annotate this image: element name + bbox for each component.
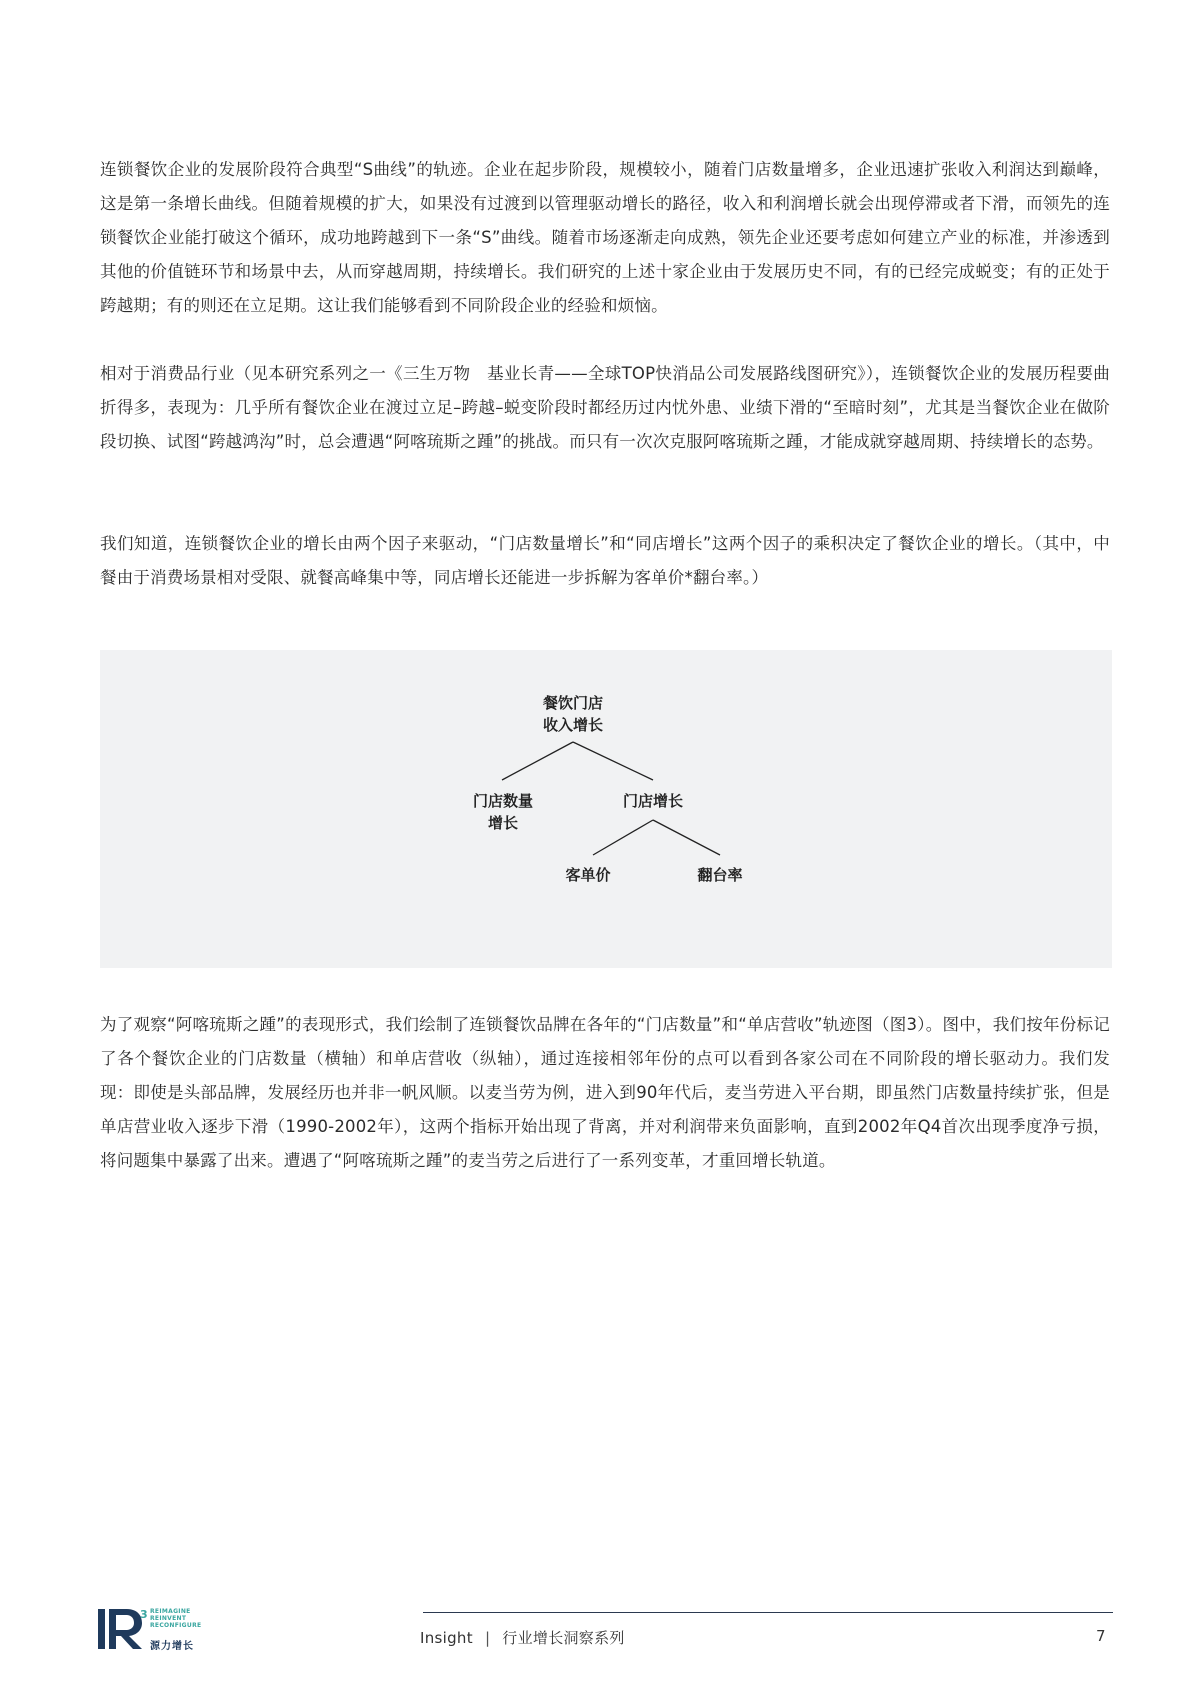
footer-series-name: 行业增长洞察系列 xyxy=(502,1629,625,1647)
logo-chinese-name: 源力增长 xyxy=(150,1641,194,1652)
logo-line: REIMAGINE xyxy=(150,1608,191,1615)
connector-root-to-right xyxy=(573,742,653,780)
footer-insight: Insight xyxy=(420,1629,473,1647)
paragraph-comparison: 相对于消费品行业（见本研究系列之一《三生万物 基业长青——全球TOP快消品公司发展路线图研究》），连锁餐饮企业的发展历程要曲折得多，表现为：几乎所有餐饮企业在渡过立足–跨越–蜕变阶段时都经历过内忧外患、业绩下滑的“至暗时刻”，尤其是当餐饮企业在做阶段切换、试图“跨越鸿沟”时，总会遭遇“阿喀琉斯之踵”的挑战。而只有一次次克服阿喀琉斯之踵，才能成就穿越周期、持续增长的态势。 xyxy=(100,364,1110,451)
logo-line: REINVENT xyxy=(150,1615,187,1622)
connector-root-to-left xyxy=(502,742,573,780)
node-store-count-growth: 门店数量 增长 xyxy=(472,792,533,832)
paragraph-achilles-heel: 为了观察“阿喀琉斯之踵”的表现形式，我们绘制了连锁餐饮品牌在各年的“门店数量”和“单店营收”轨迹图（图3）。图中，我们按年份标记了各个餐饮企业的门店数量（横轴）和单店营收（纵轴），通过连接相邻年份的点可以看到各家公司在不同阶段的增长驱动力。我们发现：即使是头部品牌，发展经历也并非一帆风顺。以麦当劳为例，进入到90年代后，麦当劳进入平台期，即虽然门店数量持续扩张，但是单店营业收入逐步下滑（1990-2002年），这两个指标开始出现了背离，并对利润带来负面影响，直到2002年Q4首次出现季度净亏损，将问题集中暴露了出来。遭遇了“阿喀琉斯之踵”的麦当劳之后进行了一系列变革，才重回增长轨道。 xyxy=(100,1015,1110,1170)
page-number: 7 xyxy=(1096,1627,1106,1645)
r3-logo-icon xyxy=(98,1606,148,1652)
connector-right-to-leaf-right xyxy=(653,820,720,855)
paragraph-growth-factors: 我们知道，连锁餐饮企业的增长由两个因子来驱动，“门店数量增长”和“同店增长”这两个因子的乘积决定了餐饮企业的增长。（其中，中餐由于消费场景相对受限、就餐高峰集中等，同店增长还能进一步拆解为客单价*翻台率。） xyxy=(100,534,1110,587)
footer-separator: | xyxy=(484,1629,491,1647)
growth-tree-diagram xyxy=(100,650,1112,968)
node-same-store-growth: 门店增长 xyxy=(622,792,683,810)
logo-line: RECONFIGURE xyxy=(150,1622,202,1629)
footer-series xyxy=(420,1627,625,1648)
brand-logo xyxy=(98,1606,218,1652)
connector-right-to-leaf-left xyxy=(593,820,653,855)
node-root: 餐饮门店 收入增长 xyxy=(542,694,603,734)
logo-tagline xyxy=(150,1608,230,1629)
node-table-turnover: 翻台率 xyxy=(697,866,743,884)
paragraph-s-curve: 连锁餐饮企业的发展阶段符合典型“S曲线”的轨迹。企业在起步阶段，规模较小，随着门店数量增多，企业迅速扩张收入利润达到巅峰，这是第一条增长曲线。但随着规模的扩大，如果没有过渡到以管理驱动增长的路径，收入和利润增长就会出现停滞或者下滑，而领先的连锁餐饮企业能打破这个循环，成功地跨越到下一条“S”曲线。随着市场逐渐走向成熟，领先企业还要考虑如何建立产业的标准，并渗透到其他的价值链环节和场景中去，从而穿越周期，持续增长。我们研究的上述十家企业由于发展历史不同，有的已经完成蜕变；有的正处于跨越期；有的则还在立足期。这让我们能够看到不同阶段企业的经验和烦恼。 xyxy=(100,160,1110,315)
svg-text:3: 3 xyxy=(140,1608,148,1621)
footer-divider xyxy=(423,1612,1113,1613)
node-average-ticket: 客单价 xyxy=(565,866,611,884)
